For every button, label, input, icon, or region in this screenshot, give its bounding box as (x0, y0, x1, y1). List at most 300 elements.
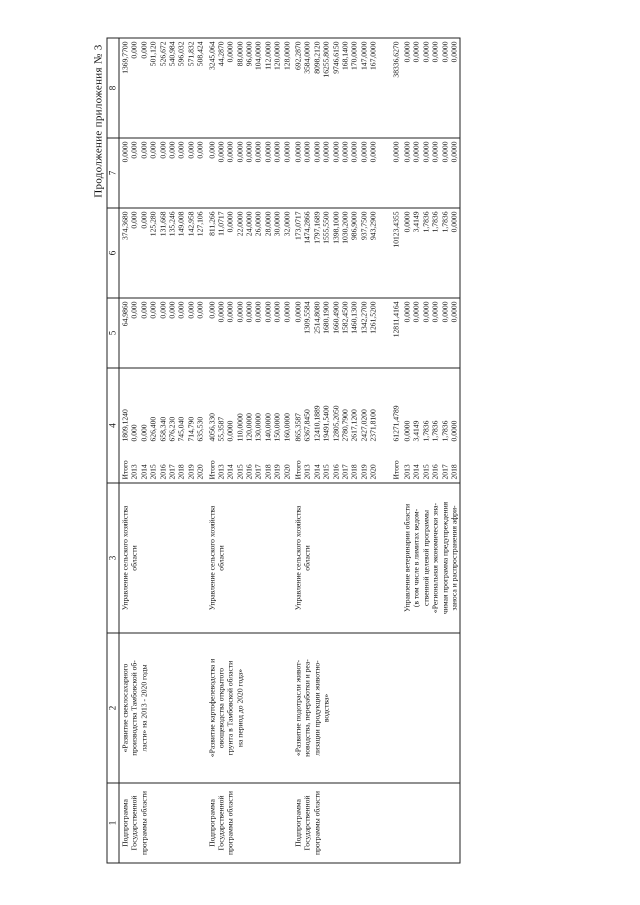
program-cell-line: Государственной (129, 795, 139, 850)
regional-cell-value: 1030,2000 (339, 211, 349, 244)
year-line (293, 371, 302, 479)
local-cell-value: 0,0000 (401, 141, 411, 162)
col-header: 1 (107, 783, 119, 863)
program-cell-line: Подпрограмма (120, 798, 129, 847)
regional-cell-value: 1555,5500 (321, 211, 331, 244)
year-line (272, 371, 281, 479)
title-cell (206, 633, 293, 783)
year-label: 2019 (272, 463, 282, 479)
executor-cell-line: заноса и распространения афри- (448, 504, 458, 611)
year-line (391, 371, 400, 479)
extra-cell-value: 0,0000 (430, 41, 440, 62)
executor-cell-line: области (129, 544, 139, 571)
extra-cell-value: 128,0000 (281, 41, 291, 70)
year-label: 2013 (302, 463, 312, 479)
year-label: 2015 (234, 463, 244, 479)
federal-cell (119, 298, 206, 368)
local-cell-value: 0,000 (166, 141, 176, 159)
local-cell-value: 0,0000 (272, 141, 282, 162)
local-cell-value: 0,0000 (234, 141, 244, 162)
regional-cell-value: 0,0000 (448, 211, 458, 232)
local-cell-value: 0,000 (138, 141, 148, 159)
regional-cell-value: 811,266 (206, 211, 216, 236)
local-cell-value: 0,0000 (390, 141, 400, 162)
title-cell-line: «Развитие подотрасли живот- (293, 659, 303, 756)
appendix-caption: Продолжение приложения № 3 (92, 44, 104, 198)
program-cell-line: Государственной (302, 795, 312, 850)
year-label: 2018 (262, 463, 272, 479)
title-cell-line: производства Тамбовской об- (129, 659, 139, 756)
regional-cell-value: 0,000 (129, 211, 139, 229)
extra-cell-value: 44,2870 (215, 41, 225, 66)
local-cell-value: 0,000 (195, 141, 205, 159)
year-line (359, 371, 368, 479)
federal-cell-value: 0,0000 (262, 301, 272, 322)
year-label: 2015 (148, 463, 158, 479)
title-cell-line: «Развитие свеклосахарного (120, 663, 129, 752)
federal-cell-value: 0,0000 (430, 301, 440, 322)
program-cell-line: Подпрограмма (293, 798, 303, 847)
year-label: 2017 (339, 463, 349, 479)
regional-cell-value: 131,668 (157, 211, 167, 236)
amount-total: 0,000 (138, 423, 148, 441)
local-cell-value: 0,000 (206, 141, 216, 159)
federal-cell-value: 0,0000 (420, 301, 430, 322)
executor-cell-line: «Региональная экономически зна- (430, 502, 440, 613)
year-label: 2013 (401, 463, 411, 479)
extra-cell-value: 8098,2120 (311, 41, 321, 74)
local-cell-value: 0,0000 (244, 141, 254, 162)
extra-cell (379, 38, 401, 138)
year-line (340, 371, 349, 479)
amount-total: 12410,1889 (311, 404, 321, 441)
year-line (176, 371, 185, 479)
year-line (368, 371, 377, 479)
year-label: Итого (293, 459, 303, 479)
table-row (401, 38, 460, 863)
federal-cell-value: 0,0000 (411, 301, 421, 322)
federal-cell-value: 12811,4164 (390, 301, 400, 337)
title-cell-line: грунта в Тамбовской области (225, 660, 235, 755)
year-line (302, 371, 311, 479)
year-line (349, 371, 358, 479)
local-cell-value: 0,0000 (262, 141, 272, 162)
year-line (216, 371, 225, 479)
local-cell-value: 0,0000 (411, 141, 421, 162)
program-cell-line: Государственной (215, 795, 225, 850)
extra-cell-value: 0,0000 (448, 41, 458, 62)
federal-cell-value: 64,9860 (120, 301, 129, 326)
federal-cell-value: 0,000 (185, 301, 195, 319)
amount-total: 676,230 (166, 416, 176, 441)
federal-cell-value: 1261,5200 (368, 301, 378, 334)
local-cell-value: 0,000 (176, 141, 186, 159)
local-cell-value: 0,000 (129, 141, 139, 159)
col-header: 3 (107, 483, 119, 633)
executor-cell-line: Управление сельского хозяйства (206, 505, 216, 610)
year-label: 2018 (448, 463, 458, 479)
extra-cell-value: 0,0000 (401, 41, 411, 62)
year-line (207, 371, 216, 479)
amount-total: 714,790 (185, 416, 195, 441)
amount-total: 635,530 (195, 416, 205, 441)
extra-cell-value: 501,120 (148, 41, 158, 66)
year-label: 2014 (411, 463, 421, 479)
regional-cell-value: 937,7500 (358, 211, 368, 240)
years-amount-cell (401, 368, 460, 483)
program-cell-line: программы области (138, 790, 148, 855)
table-row (119, 38, 206, 863)
local-cell-value: 0,0000 (225, 141, 235, 162)
program-cell (379, 783, 401, 863)
amount-total: 4056,330 (206, 412, 216, 441)
title-cell-line: новодства, переработки и реа- (302, 658, 312, 757)
regional-cell-value: 28,0000 (262, 211, 272, 236)
title-cell (119, 633, 206, 783)
extra-cell-value: 38336,6270 (390, 41, 400, 78)
local-cell-value: 0,0000 (253, 141, 263, 162)
year-line (449, 371, 458, 479)
local-cell-value: 0,0000 (349, 141, 359, 162)
year-line (129, 371, 138, 479)
extra-cell (292, 38, 379, 138)
amount-total: 6367,8450 (302, 408, 312, 441)
extra-cell-value: 508,424 (195, 41, 205, 66)
title-cell (401, 633, 460, 783)
local-cell-value: 0,0000 (430, 141, 440, 162)
regional-cell-value: 1474,2866 (302, 211, 312, 244)
extra-cell-value: 167,0000 (368, 41, 378, 70)
amount-total: 19491,5400 (321, 404, 331, 441)
local-cell-value: 0,0000 (420, 141, 430, 162)
amount-total: 0,000 (129, 423, 139, 441)
program-cell-line: Подпрограмма (206, 798, 216, 847)
year-line (158, 371, 167, 479)
amount-total: 0,0000 (225, 420, 235, 441)
federal-cell-value: 0,0000 (281, 301, 291, 322)
federal-cell-value: 0,000 (206, 301, 216, 319)
regional-cell-value: 26,0000 (253, 211, 263, 236)
federal-cell-value: 2514,8080 (311, 301, 321, 334)
year-label: 2016 (330, 463, 340, 479)
year-line (244, 371, 253, 479)
column-number-row (107, 38, 119, 863)
federal-cell-value: 0,000 (195, 301, 205, 319)
federal-cell-value: 1582,4500 (339, 301, 349, 334)
extra-cell-value: 16255,8000 (321, 41, 331, 78)
title-cell (292, 633, 379, 783)
local-cell-value: 0,0000 (215, 141, 225, 162)
year-line (331, 371, 340, 479)
regional-cell (119, 208, 206, 298)
executor-cell (206, 483, 293, 633)
regional-cell-value: 0,0000 (225, 211, 235, 232)
regional-cell-value: 11,0717 (215, 211, 225, 236)
title-cell-line: на период до 2020 года» (234, 668, 244, 747)
regional-cell (401, 208, 460, 298)
year-line (440, 371, 449, 479)
year-label: 2013 (129, 463, 139, 479)
program-cell (401, 783, 460, 863)
year-line (186, 371, 195, 479)
federal-cell-value: 0,000 (157, 301, 167, 319)
year-line (148, 371, 157, 479)
amount-total: 2617,1200 (349, 408, 359, 441)
year-label: 2016 (244, 463, 254, 479)
year-label: 2015 (321, 463, 331, 479)
federal-cell (206, 298, 293, 368)
amount-total: 12805,2050 (330, 404, 340, 441)
local-cell-value: 0,0000 (311, 141, 321, 162)
program-cell-line: программы области (225, 790, 235, 855)
amount-total: 150,0000 (272, 412, 282, 441)
regional-cell-value: 32,0000 (281, 211, 291, 236)
year-line (263, 371, 272, 479)
executor-cell-line: Управление ветеринарии области (401, 503, 411, 612)
executor-cell-line: ственной целевой программы (420, 509, 430, 606)
extra-cell-value: 0,0000 (420, 41, 430, 62)
local-cell-value: 0,000 (157, 141, 167, 159)
local-cell (292, 138, 379, 208)
year-line (411, 371, 420, 479)
title-cell-line: овощеводства открытого (215, 667, 225, 748)
year-line (235, 371, 244, 479)
year-label: 2016 (157, 463, 167, 479)
regional-cell-value: 24,0000 (244, 211, 254, 236)
years-amount-cell (206, 368, 293, 483)
program-cell (292, 783, 379, 863)
regional-cell-value: 986,9000 (349, 211, 359, 240)
year-line (402, 371, 411, 479)
extra-cell-value: 3245,064 (206, 41, 216, 70)
extra-cell (206, 38, 293, 138)
amount-total: 110,0000 (234, 412, 244, 441)
year-line (253, 371, 262, 479)
rotated-table-container (90, 38, 540, 863)
federal-cell-value: 1342,2700 (358, 301, 368, 334)
regional-cell (292, 208, 379, 298)
federal-cell-value: 0,000 (166, 301, 176, 319)
extra-cell-value: 147,0000 (358, 41, 368, 70)
executor-cell (292, 483, 379, 633)
amount-total: 2427,0200 (358, 408, 368, 441)
local-cell-value: 0,0000 (439, 141, 449, 162)
year-line (139, 371, 148, 479)
regional-cell-value: 1797,1689 (311, 211, 321, 244)
regional-cell-value: 22,0000 (234, 211, 244, 236)
regional-cell-value: 125,280 (148, 211, 158, 236)
regional-cell-value: 135,246 (166, 211, 176, 236)
local-cell (401, 138, 460, 208)
amount-total: 0,0000 (401, 420, 411, 441)
federal-cell-value: 0,0000 (439, 301, 449, 322)
extra-cell-value: 692,2870 (293, 41, 303, 70)
year-label: 2020 (195, 463, 205, 479)
federal-cell-value: 1460,1300 (349, 301, 359, 334)
extra-cell-value: 0,000 (138, 41, 148, 59)
local-cell-value: 0,0000 (448, 141, 458, 162)
table-row (206, 38, 293, 863)
year-label: 2014 (311, 463, 321, 479)
regional-cell-value: 1,7836 (420, 211, 430, 232)
federal-cell-value: 0,0000 (225, 301, 235, 322)
extra-cell-value: 1369,7700 (120, 41, 129, 74)
regional-cell (206, 208, 293, 298)
amount-total: 865,3587 (293, 412, 303, 441)
federal-cell-value: 1680,1900 (321, 301, 331, 334)
amount-total: 1,7836 (430, 420, 440, 441)
amount-total: 2371,8100 (368, 408, 378, 441)
local-cell-value: 0,0000 (339, 141, 349, 162)
table-body (119, 38, 460, 863)
extra-cell-value: 96,0000 (244, 41, 254, 66)
federal-cell-value: 0,000 (148, 301, 158, 319)
title-cell-line: «Развитие картофелеводства и (206, 658, 216, 757)
local-cell-value: 0,0000 (330, 141, 340, 162)
title-cell (379, 633, 401, 783)
year-label: 2019 (358, 463, 368, 479)
year-label: 2017 (253, 463, 263, 479)
federal-cell-value: 0,0000 (293, 301, 303, 322)
regional-cell-value: 374,3680 (120, 211, 129, 240)
executor-cell-line: чимая программа предупреждения (439, 501, 449, 614)
year-line (167, 371, 176, 479)
extra-cell-value: 0,000 (129, 41, 139, 59)
year-line (195, 371, 204, 479)
federal-cell-value: 1660,4900 (330, 301, 340, 334)
col-header: 7 (107, 138, 119, 208)
regional-cell-value: 10123,4355 (390, 211, 400, 248)
regional-cell-value: 142,958 (185, 211, 195, 236)
years-amount-cell (292, 368, 379, 483)
extra-cell-value: 0,0000 (225, 41, 235, 62)
executor-cell-line: (в том числе в лимитах ведом- (411, 508, 421, 607)
year-label: Итого (206, 459, 216, 479)
year-label: 2020 (281, 463, 291, 479)
local-cell (379, 138, 401, 208)
regional-cell-value: 1,7836 (439, 211, 449, 232)
extra-cell-value: 0,0000 (411, 41, 421, 62)
extra-cell-value: 3584,0000 (302, 41, 312, 74)
extra-cell-value: 571,832 (185, 41, 195, 66)
years-amount-cell (119, 368, 206, 483)
regional-cell-value: 30,0000 (272, 211, 282, 236)
year-label: 2014 (225, 463, 235, 479)
title-cell-line: лизации продукции животно- (311, 659, 321, 756)
amount-total: 1809,1240 (120, 408, 129, 441)
col-header: 6 (107, 208, 119, 298)
executor-cell (401, 483, 460, 633)
extra-cell (401, 38, 460, 138)
extra-cell-value: 596,032 (176, 41, 186, 66)
program-cell-line: программы области (311, 790, 321, 855)
executor-cell-line: Управление сельского хозяйства (293, 505, 303, 610)
extra-cell-value: 9746,6150 (330, 41, 340, 74)
federal-cell-value: 0,000 (176, 301, 186, 319)
local-cell-value: 0,000 (185, 141, 195, 159)
title-cell-line: ласти» на 2013 - 2020 годы (138, 664, 148, 752)
year-label: 2014 (138, 463, 148, 479)
executor-cell-line: Управление сельского хозяйства (120, 505, 129, 610)
extra-cell-value: 170,0000 (349, 41, 359, 70)
federal-cell-value: 0,0000 (215, 301, 225, 322)
regional-cell-value: 3,4149 (411, 211, 421, 232)
regional-cell-value: 1,7836 (430, 211, 440, 232)
local-cell-value: 0,0000 (321, 141, 331, 162)
local-cell-value: 0,0000 (302, 141, 312, 162)
federal-cell-value: 0,0000 (244, 301, 254, 322)
col-header: 2 (107, 633, 119, 783)
regional-cell (379, 208, 401, 298)
program-cell (206, 783, 293, 863)
amount-total: 140,0000 (262, 412, 272, 441)
rotated-sheet (90, 38, 540, 863)
amount-total: 745,040 (176, 416, 186, 441)
executor-cell (379, 483, 401, 633)
regional-cell-value: 149,008 (176, 211, 186, 236)
amount-total: 0,0000 (448, 420, 458, 441)
col-header: 5 (107, 298, 119, 368)
federal-cell-value: 0,000 (129, 301, 139, 319)
local-cell-value: 0,0000 (281, 141, 291, 162)
regional-cell-value: 0,000 (138, 211, 148, 229)
amount-total: 61271,4789 (390, 404, 400, 441)
table-row (292, 38, 379, 863)
year-line (282, 371, 291, 479)
amount-total: 2780,7900 (339, 408, 349, 441)
regional-cell-value: 943,2900 (368, 211, 378, 240)
col-header: 8 (107, 38, 119, 138)
year-label: 2017 (166, 463, 176, 479)
amount-total: 120,0000 (244, 412, 254, 441)
federal-cell (401, 298, 460, 368)
local-cell-value: 0,0000 (293, 141, 303, 162)
year-line (225, 371, 234, 479)
executor-cell (119, 483, 206, 633)
year-label: Итого (120, 459, 129, 479)
amount-total: 55,3587 (215, 416, 225, 441)
local-cell-value: 0,0000 (358, 141, 368, 162)
federal-cell-value: 0,0000 (234, 301, 244, 322)
federal-cell-value: 0,0000 (272, 301, 282, 322)
executor-cell-line: области (215, 544, 225, 571)
executor-cell-line: области (302, 544, 312, 571)
federal-cell (379, 298, 401, 368)
col-header: 4 (107, 368, 119, 483)
year-line (120, 371, 129, 479)
federal-cell (292, 298, 379, 368)
extra-cell-value: 0,0000 (439, 41, 449, 62)
year-label: 2019 (185, 463, 195, 479)
federal-cell-value: 1309,5584 (302, 301, 312, 334)
extra-cell-value: 104,0000 (253, 41, 263, 70)
federal-cell-value: 0,0000 (401, 301, 411, 322)
years-amount-cell (379, 368, 401, 483)
budget-table (106, 37, 460, 863)
federal-cell-value: 0,000 (138, 301, 148, 319)
local-cell (119, 138, 206, 208)
federal-cell-value: 0,0000 (448, 301, 458, 322)
regional-cell-value: 0,0000 (401, 211, 411, 232)
year-line (312, 371, 321, 479)
amount-total: 130,0000 (253, 412, 263, 441)
amount-total: 658,340 (157, 416, 167, 441)
extra-cell-value: 526,672 (157, 41, 167, 66)
federal-cell-value: 0,0000 (253, 301, 263, 322)
local-cell-value: 0,0000 (368, 141, 378, 162)
local-cell (206, 138, 293, 208)
extra-cell-value: 88,0000 (234, 41, 244, 66)
